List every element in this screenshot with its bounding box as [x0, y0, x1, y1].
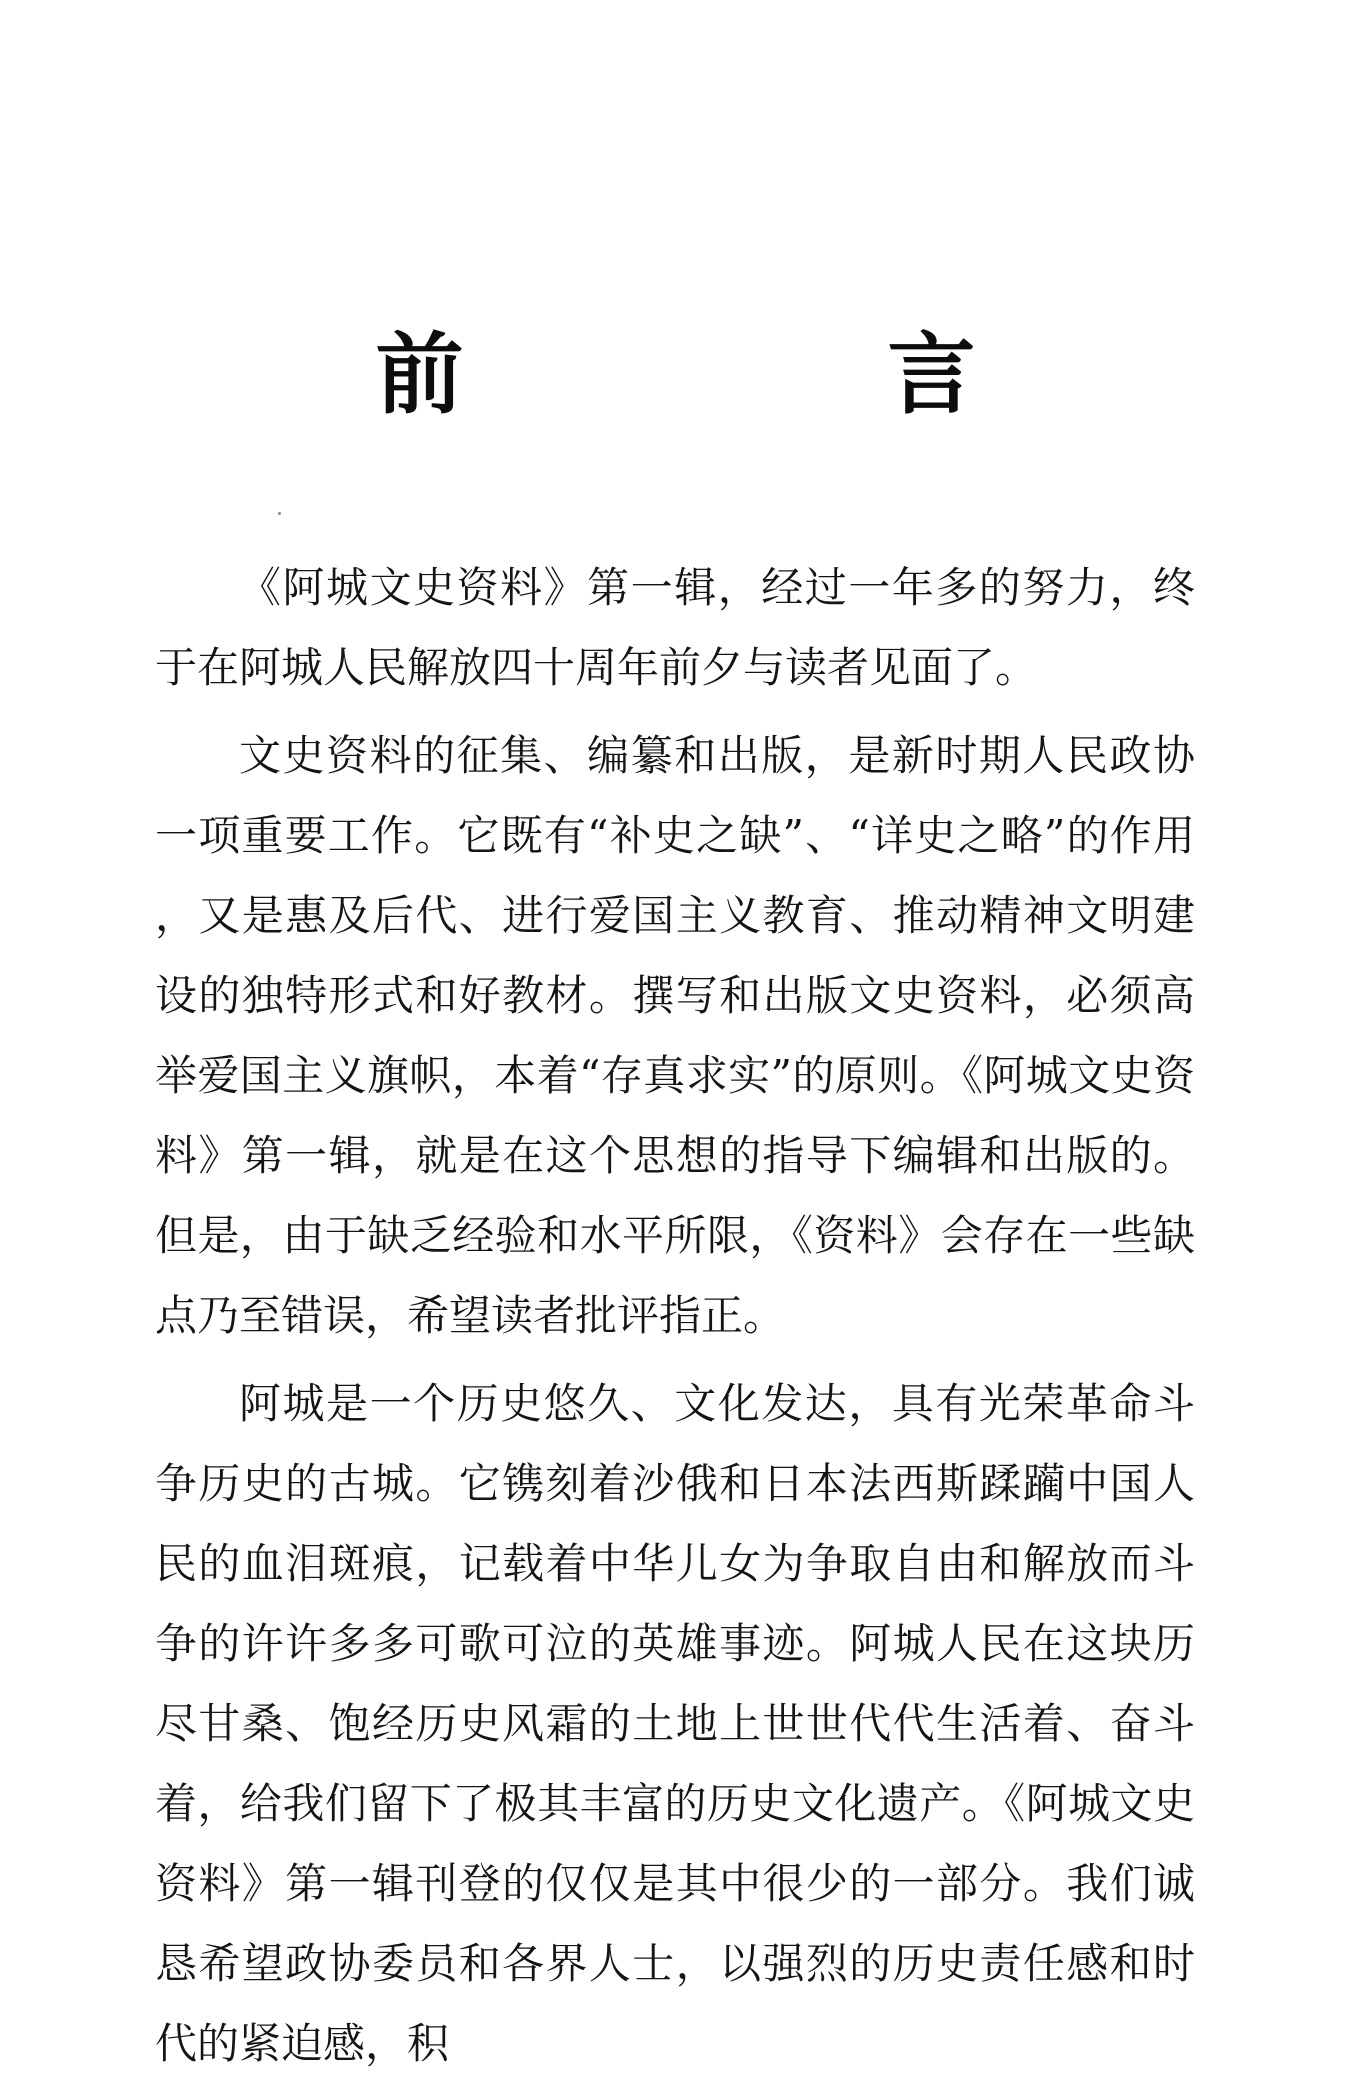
paragraph: 文史资料的征集、编纂和出版，是新时期人民政协一项重要工作。它既有“补史之缺”、“详史之略”的作用，又是惠及后代、进行爱国主义教育、推动精神文明建设的独特形式和好教材。撰写和出版文史资料，必须高举爱国主义旗帜，本着“存真求实”的原则。《阿城文史资料》第一辑，就是在这个思想的指导下编辑和出版的。但是，由于缺乏经验和水平所限，《资料》会存在一些缺点乃至错误，希望读者批评指正。	[155, 731, 1195, 1340]
paragraph: 阿城是一个历史悠久、文化发达，具有光荣革命斗争历史的古城。它镌刻着沙俄和日本法西斯蹂躏中国人民的血泪斑痕，记载着中华儿女为争取自由和解放而斗争的许许多多可歌可泣的英雄事迹。阿城人民在这块历尽甘桑、饱经历史风霜的土地上世世代代生活着、奋斗着，给我们留下了极其丰富的历史文化遗产。《阿城文史资料》第一辑刊登的仅仅是其中很少的一部分。我们诚恳希望政协委员和各界人士，以强烈的历史责任感和时代的紧迫感，积	[155, 1379, 1195, 2068]
paragraph: 《阿城文史资料》第一辑，经过一年多的努力，终于在阿城人民解放四十周年前夕与读者见面了。	[155, 563, 1195, 692]
preface-body	[155, 548, 1195, 2084]
page-title: 前 言	[375, 322, 1144, 426]
scan-speck	[278, 512, 281, 515]
